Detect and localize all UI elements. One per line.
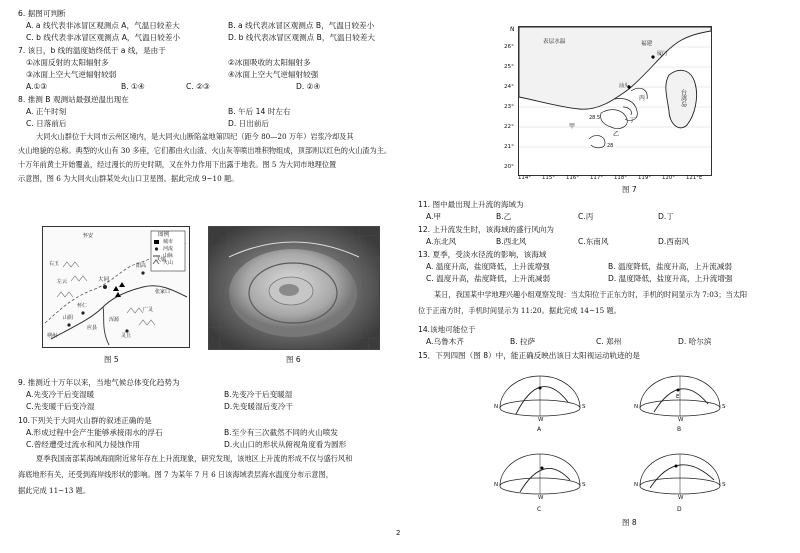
- q12-option-b: B.西北风: [496, 237, 527, 246]
- dir-w-c: W: [538, 495, 544, 501]
- place-lingqiu: 灵丘: [121, 333, 132, 339]
- dir-s-c: S: [582, 482, 586, 488]
- q10-option-c: C.曾经遭受过流水和风力侵蚀作用: [26, 440, 141, 449]
- figure-7-sea-temperature-map: [518, 26, 712, 176]
- q11-option-d: D.丁: [658, 212, 674, 221]
- passage-3-line-1: 某日，我国某中学地理兴趣小组观察发现：当太阳位于正东方时，手机的时间显示为 7:03；当太阳: [434, 290, 748, 299]
- q11-option-a: A.甲: [426, 212, 442, 221]
- legend-title: 图例: [158, 232, 170, 238]
- q12-stem: 12. 上升流发生时，该海域的盛行风向为: [418, 225, 554, 234]
- dir-s-a: S: [582, 404, 586, 410]
- q11-option-b: B.乙: [496, 212, 512, 221]
- dir-w-d: W: [678, 495, 684, 501]
- label-taiwan: 台湾岛: [679, 89, 687, 107]
- place-yanggao: 阳高: [136, 263, 147, 269]
- passage-1-line-1: 大同火山群位于大同市云州区境内，是大同火山断陷盆地第四纪（距今 80—20 万年）岩浆冷却及其: [36, 132, 354, 141]
- q14-option-b: B. 拉萨: [510, 337, 536, 346]
- label-shantou: 汕头: [619, 83, 630, 89]
- figure-7-caption: 图 7: [622, 185, 637, 194]
- q6-option-b: B. a 线代表冰冒区观测点 B，气温日较差小: [228, 21, 375, 30]
- isotherm-28: 28: [607, 143, 614, 149]
- q12-option-c: C.东南风: [578, 237, 609, 246]
- figure-8-sun-paths: [490, 368, 735, 528]
- isotherm-28-5: 28.5: [589, 115, 601, 121]
- passage-1-line-4: 示意图，图 6 为大同火山群某处火山口卫星图。据此完成 9~10 题。: [18, 174, 239, 183]
- q7-option-a: A.①③: [26, 82, 48, 91]
- panel-a-label: A: [537, 426, 542, 433]
- q8-option-b: B. 午后 14 时左右: [228, 107, 291, 116]
- q9-option-d: D.先变暖湿后变冷干: [224, 402, 294, 411]
- dir-s-b: S: [722, 404, 726, 410]
- q10-stem: 10.下列关于大同火山群的叙述正确的是: [18, 416, 152, 425]
- q7-item-4: ④冰面上空大气逆辐射较强: [228, 70, 319, 79]
- lon-117: 117°: [590, 175, 603, 181]
- place-hunyuan: 浑源: [109, 317, 120, 323]
- q15-stem: 15．下列四图（图 8）中，能正确反映出该日太阳视运动轨迹的是: [418, 351, 640, 360]
- dir-n-c: N: [494, 482, 499, 488]
- q9-option-c: C.先变暖干后变冷湿: [26, 402, 95, 411]
- lon-116: 116°: [566, 175, 579, 181]
- q9-stem: 9. 推测近十万年以来，当地气候总体变化趋势为: [18, 378, 180, 387]
- q13-option-a: A. 温度升高，盐度降低，上升流增强: [426, 262, 550, 271]
- place-shanyin: 山阴: [63, 315, 74, 321]
- fig7-north: N: [510, 26, 515, 33]
- label-fujian: 福建: [641, 41, 653, 47]
- label-ding: 丁: [629, 117, 636, 124]
- dir-e-b: E: [676, 394, 680, 400]
- lat-23: 23°: [504, 104, 514, 110]
- lon-119: 119°: [638, 175, 651, 181]
- q8-option-c: C. 日落前后: [26, 119, 67, 128]
- lat-24: 24°: [504, 84, 514, 90]
- q13-option-c: C. 温度升高，盐度降低，上升流减弱: [426, 274, 551, 283]
- dir-s-d: S: [722, 482, 726, 488]
- q6-option-d: D. b 线代表冰冒区观测点 B，气温日较差大: [228, 33, 376, 42]
- legend-volcano: 火山: [163, 260, 174, 266]
- q10-option-d: D.火山口的形状从俯视角度看为圆形: [224, 440, 347, 449]
- fig7-title: 表层水温: [543, 39, 566, 45]
- legend-mountain: 山脉: [163, 253, 174, 259]
- q8-stem: 8. 推测 B 观测站最强逆温出现在: [18, 95, 129, 104]
- lat-21: 21°: [504, 144, 514, 150]
- panel-c-label: C: [537, 506, 542, 513]
- passage-2-line-3: 据此完成 11~13 题。: [18, 486, 91, 495]
- passage-1-line-2: 火山地貌的总称。典型的火山有 30 多座，它们都由火山渣、火山灰等喷出堆积物组成，顶部则以红色的火山渣为主。: [18, 146, 392, 155]
- lon-118: 118°: [614, 175, 627, 181]
- place-huaian: 怀安: [83, 233, 94, 239]
- passage-2-line-2: 海底地形有关，还受到海岸线形状的影响。图 7 为某年 7 月 6 日该海域表层海水温度分布示意图，: [18, 470, 333, 479]
- figure-5-map: [42, 226, 190, 348]
- lat-20: 20°: [504, 164, 514, 170]
- lat-25: 25°: [504, 64, 514, 70]
- lat-22: 22°: [504, 124, 514, 130]
- q6-option-a: A. a 线代表非冰冒区观测点 A，气温日较差大: [26, 21, 180, 30]
- q7-option-c: C. ②③: [186, 82, 210, 91]
- q14-option-c: C. 郑州: [596, 337, 622, 346]
- q12-option-d: D.西南风: [658, 237, 690, 246]
- q6-option-c: C. b 线代表非冰冒区观测点 A，气温日较差小: [26, 33, 181, 42]
- q7-option-d: D. ②④: [296, 82, 321, 91]
- dir-w-a: W: [538, 417, 544, 423]
- q7-item-2: ②冰面吸收的太阳辐射多: [228, 58, 311, 67]
- q9-option-a: A.先变冷干后变湿暖: [26, 390, 95, 399]
- legend-river: 河流: [163, 246, 174, 252]
- panel-d-label: D: [677, 506, 682, 513]
- q7-stem: 7. 该日，b 线的温度始终低于 a 线，是由于: [18, 46, 166, 55]
- lon-120: 120°: [662, 175, 675, 181]
- q14-option-d: D. 哈尔滨: [678, 337, 712, 346]
- q11-option-c: C.丙: [578, 212, 594, 221]
- q13-option-d: D. 温度降低，盐度升高，上升流增强: [608, 274, 733, 283]
- place-datong: 大同: [98, 277, 110, 283]
- dir-n-d: N: [634, 482, 639, 488]
- place-guangling: 广灵: [143, 307, 154, 313]
- place-shuozhou: 朔州: [47, 333, 58, 339]
- q7-item-1: ①冰面反射的太阳辐射多: [26, 58, 109, 67]
- figure-5-caption: 图 5: [104, 355, 119, 364]
- place-youyu: 右玉: [49, 261, 60, 267]
- passage-2-line-1: 夏季我国南部某海域海面附近常年存在上升流现象，研究发现，该地区上升流的形成不仅与盛行风和: [36, 454, 353, 463]
- q8-option-d: D. 日出前后: [228, 119, 270, 128]
- q8-option-a: A. 正午时刻: [26, 107, 67, 116]
- place-yingxian: 应县: [87, 325, 98, 331]
- q13-stem: 13. 夏季，受淡水径流的影响，该海域: [418, 250, 547, 259]
- label-xiamen: 厦门: [657, 51, 668, 57]
- legend-city: 城市: [163, 239, 174, 245]
- lon-115: 115°: [542, 175, 555, 181]
- q13-option-b: B. 温度降低，盐度升高，上升流减弱: [608, 262, 732, 271]
- lat-26: 26°: [504, 44, 514, 50]
- q6-stem: 6. 据图可判断: [18, 9, 66, 18]
- q10-option-b: B.至少有三次截然不同的火山喷发: [224, 428, 338, 437]
- page-number: 2: [396, 529, 401, 537]
- q14-stem: 14.该地可能位于: [418, 325, 476, 334]
- q14-option-a: A.乌鲁木齐: [426, 337, 464, 346]
- figure-8-caption: 图 8: [622, 518, 637, 527]
- figure-6-caption: 图 6: [286, 355, 301, 364]
- place-zuoyun: 左云: [57, 279, 68, 285]
- q7-item-3: ③冰面上空大气逆辐射较弱: [26, 70, 117, 79]
- passage-3-line-2: 位于正南方时，手机时间显示为 11:20。据此完成 14~15 题。: [418, 306, 621, 315]
- place-huairen: 怀仁: [77, 303, 88, 309]
- q10-option-a: A.形成过程中会产生能够承接雨水的浮石: [26, 428, 163, 437]
- dir-w-b: W: [678, 417, 684, 423]
- figure-6-satellite-image: [208, 226, 380, 350]
- dir-n-b: N: [634, 404, 639, 410]
- lon-114: 114°: [518, 175, 531, 181]
- panel-b-label: B: [677, 426, 682, 433]
- dir-n-a: N: [494, 404, 499, 410]
- label-yi: 乙: [613, 131, 620, 138]
- q9-option-b: B.先变冷干后变暖湿: [224, 390, 293, 399]
- label-jia: 甲: [569, 123, 576, 130]
- q12-option-a: A.东北风: [426, 237, 457, 246]
- q11-stem: 11. 图中最出现上升流的海域为: [418, 200, 524, 209]
- place-zhangjiakou: 张家口: [155, 289, 171, 295]
- lon-121: 121°E: [686, 175, 703, 181]
- passage-1-line-3: 十万年前黄土开始覆盖，经过漫长的历史时期，又在外力作用下出露于地表。图 5 为大同市地理位置: [18, 160, 337, 169]
- place-tianzhen: 天镇: [156, 257, 167, 263]
- q7-option-b: B. ①④: [121, 82, 145, 91]
- label-bing: 丙: [639, 95, 646, 102]
